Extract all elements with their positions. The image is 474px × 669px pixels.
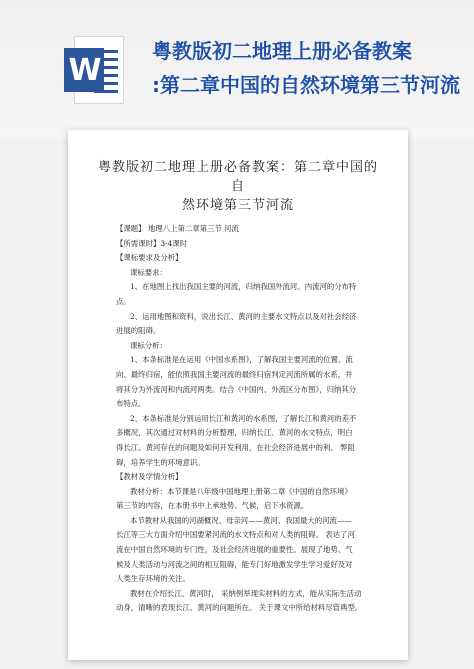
banner-title-line-2: :第二章中国的自然环境第三节河流 (152, 73, 460, 97)
line-hours: 【所需课时】3-4课时 (116, 238, 188, 248)
word-document-icon (64, 36, 124, 104)
banner-title-line-1: 粤教版初二地理上册必备教案 (152, 39, 412, 63)
line-text: 本节教材从我国的河湖概况、母亲河——黄河、我国最大的河流—— (130, 515, 352, 525)
line-text: 候及人类活动与河流之间的相互阻碍，能专门好地激发学生学习爱好及对 (116, 559, 353, 569)
document-title (98, 158, 378, 215)
line-text: 得长江、黄河存在的问题及如何开发利用，在社会经济进展中的利、 弊阻 (116, 442, 355, 452)
line-text: 多概况，其次通过对材料的分析整理，归纳长江、黄河的水文特点，明白 (116, 428, 353, 438)
document-title-line-2: 然环境第三节河流 (181, 198, 294, 213)
line-analysis-label: 课标分析： (130, 340, 167, 350)
document-page (68, 130, 408, 660)
document-body (116, 222, 396, 616)
line-section-materials: 【教材及学情分析】 (116, 472, 183, 482)
line-text: 人类生存环境的关注。 (116, 574, 190, 584)
document-title-line-1: 粤教版初二地理上册必备教案：第二章中国的自 (98, 160, 379, 194)
line-text: 进展的阻碍。 (116, 326, 161, 336)
line-text: 第三节的内容，在本册书中上承地势、气候，启下水资源。 (116, 501, 309, 511)
line-text: 布特点。 (116, 399, 146, 409)
line-standards-label: 课标要求： (130, 267, 167, 277)
word-icon-letter: W (64, 48, 104, 92)
line-text: 1、本条标准是在运用《中国水系图》，了解我国主要河流的位置、流 (130, 355, 353, 365)
line-section-standards: 【课标要求及分析】 (116, 253, 183, 263)
banner-title (152, 34, 472, 102)
line-text: 向、最终归宿，能依照我国主要河流的最终归宿判定河流所属的水系，并 (116, 369, 353, 379)
line-text: 流在中国自然环境的专门性，及社会经济进展的重要性。展现了地势、气 (116, 545, 353, 555)
line-topic: 【课题】 地理八上第二章第三节 河流 (116, 224, 239, 233)
line-text: 长江等三大方面介绍中国要紧河流的水文特点和对人类的阻碍。 表达了河 (116, 530, 355, 540)
line-text: 将其分为外流河和内流河两类。结合《中国内、外流区分布图》，归纳其分 (116, 384, 357, 394)
line-text: 点。 (116, 296, 131, 306)
line-text: 2、本条标准是分别运用长江和黄河的水系图，了解长江和黄河的差不 (130, 413, 357, 423)
line-text: 教材在介绍长江、黄河时， 采纳例举现实材料的方式，能从实际生活动 (130, 588, 362, 598)
line-text: 1、在地图上找出我国主要的河流，归纳我国外流河、内流河的分布特 (130, 282, 357, 292)
line-text: 2、运用地图和资料，说出长江、黄河的主要水文特点以及对社会经济 (130, 311, 357, 321)
line-text: 动身，清晰的表现长江、黄河的问题所在。 关于课文中所给材料尽管典型, (116, 603, 358, 613)
line-text: 教材分析：本节课是八年级中国地理上册第二章《中国的自然环境》 (130, 486, 352, 496)
line-text: 碍，培养学生的环境意识。 (116, 457, 205, 467)
